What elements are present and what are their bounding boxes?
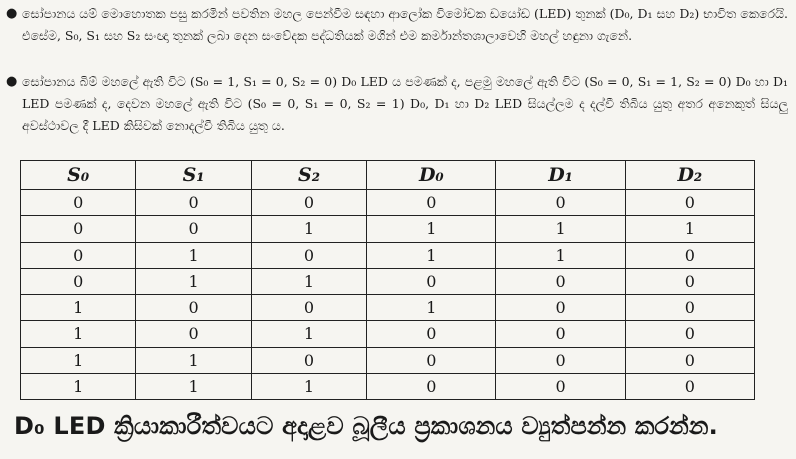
table-cell: 0 [367,190,496,216]
paragraph-2 [6,71,788,137]
header-d2: D₂ [625,161,754,190]
table-cell: 1 [21,373,136,399]
table-cell: 0 [625,190,754,216]
bullet-1: ● [6,6,18,21]
table-row [21,190,755,216]
table-cell: 0 [625,268,754,294]
table-cell: 1 [136,373,251,399]
table-cell: 0 [496,373,625,399]
table-cell: 1 [367,242,496,268]
table-row [21,373,755,399]
table-cell: 0 [625,347,754,373]
table-header-row [21,161,755,190]
truth-table [20,160,755,400]
table-cell: 1 [136,242,251,268]
table-cell: 0 [136,216,251,242]
table-cell: 0 [136,190,251,216]
table-cell: 0 [496,190,625,216]
table-cell: 0 [367,268,496,294]
header-d1: D₁ [496,161,625,190]
table-row [21,347,755,373]
table-cell: 1 [496,216,625,242]
table-row [21,268,755,294]
table-cell: 0 [251,347,366,373]
table-cell: 0 [21,190,136,216]
table-row [21,295,755,321]
table-cell: 0 [251,295,366,321]
table-cell: 0 [251,242,366,268]
table-cell: 1 [136,347,251,373]
table-cell: 1 [251,268,366,294]
table-row [21,321,755,347]
table-cell: 1 [136,268,251,294]
table-cell: 1 [21,347,136,373]
table-cell: 1 [251,321,366,347]
table-cell: 0 [625,321,754,347]
table-cell: 1 [21,295,136,321]
table-cell: 1 [251,216,366,242]
table-cell: 0 [496,347,625,373]
header-s1: S₁ [136,161,251,190]
table-cell: 0 [251,190,366,216]
table-cell: 1 [367,295,496,321]
table-cell: 0 [136,295,251,321]
table-cell: 0 [625,373,754,399]
header-s0: S₀ [21,161,136,190]
table-cell: 0 [367,347,496,373]
table-cell: 0 [136,321,251,347]
table-cell: 1 [21,321,136,347]
table-cell: 1 [496,242,625,268]
paragraph-2-text: සෝපානය බිම් මහලේ ඇති විට (S₀ = 1, S₁ = 0, S₂ = 0) D₀ LED ය පමණක් ද, පළමු මහලේ ඇති විට (S₀ = 0, S₁ = 1, S₂ = 0) D₀ හා D₁ LED පමණක් ද, දෙවන මහලේ ඇති විට (S₀ = 0, S₁ = 0, S₂ = 1) D₀, D₁ හා D₂ LED සියල්ලම ද දල්වී තිබිය යුතු අතර අනෙකුත් සියලු අවස්ථාවල දී LED කිසිවක් නොදල්වී තිබිය යුතු ය. [22,74,788,133]
table-cell: 0 [367,321,496,347]
table-cell: 0 [496,321,625,347]
bullet-2: ● [6,74,18,89]
header-d0: D₀ [367,161,496,190]
table-cell: 0 [21,242,136,268]
table-row [21,242,755,268]
header-s2: S₂ [251,161,366,190]
table-cell: 0 [21,268,136,294]
table-cell: 1 [251,373,366,399]
paragraph-1-text: සෝපානය යම් මොහොතක පසු කරමින් පවතින මහල පෙන්වීම සඳහා ආලෝක විමෝචක ඩයෝඩ (LED) තුනක් (D₀, D₁ සහ D₂) භාවිත කෙරෙයි. එසේම, S₀, S₁ සහ S₂ සංඥා තුනක් ලබා දෙන සංවේදක පද්ධතියක් මගින් එම කර්මාන්තශාලාවෙහි මහල් හඳුනා ගැනේ. [22,6,788,43]
table-row [21,216,755,242]
table-cell: 1 [367,216,496,242]
table-cell: 0 [625,295,754,321]
table-cell: 0 [625,242,754,268]
table-cell: 0 [496,295,625,321]
question-text: D₀ LED ක්‍රියාකාරීත්වයට අදාළව බූලීය ප්‍රකාශනය ව්‍යුත්පන්න කරන්න. [14,412,718,440]
table-cell: 0 [367,373,496,399]
table-cell: 0 [21,216,136,242]
table-cell: 1 [625,216,754,242]
paragraph-1 [6,3,788,47]
table-cell: 0 [496,268,625,294]
